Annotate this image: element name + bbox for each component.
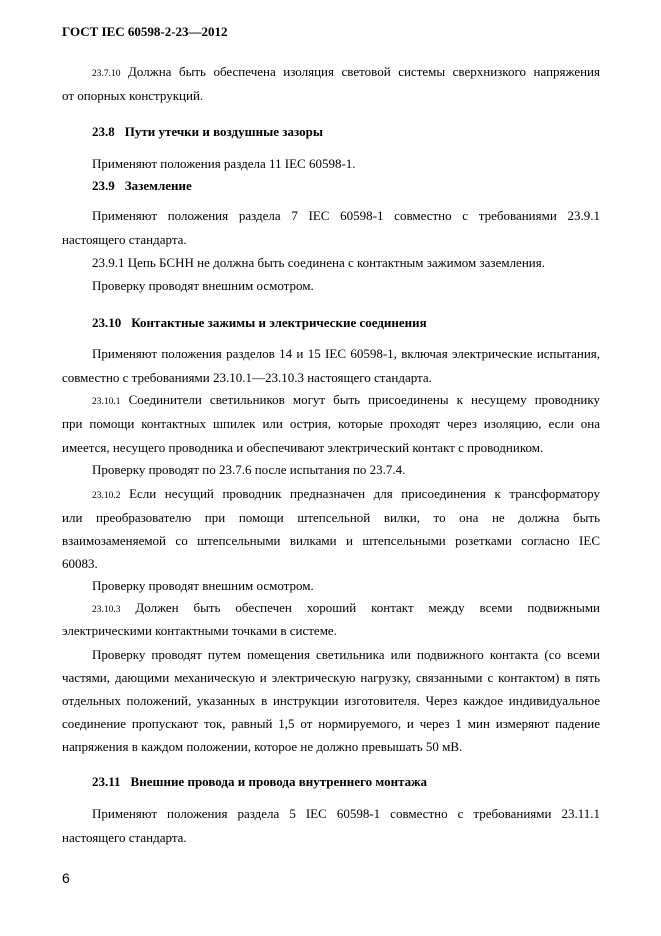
section-heading-23-9: 23.9 Заземление [92,178,192,193]
paragraph-line: Проверку проводят путем помещения светильника или подвижного контакта (со всеми [92,647,600,662]
paragraph-line: соединение пропускают ток, равный 1,5 от нормируемого, и через 1 мин измеряют падение [62,716,600,731]
paragraph-line: настоящего стандарта. [62,232,187,247]
clause-number: 23.10.2 [92,491,121,501]
paragraph-line: совместно с требованиями 23.10.1—23.10.3 настоящего стандарта. [62,370,432,385]
paragraph-line: 60083. [62,556,98,571]
paragraph-text: Проверку проводят по 23.7.6 после испытания по 23.7.4. [92,462,406,477]
paragraph-text: 23.9.1 Цепь БСНН не должна быть соединена с контактным зажимом заземления. [92,255,545,270]
paragraph-23-7-10-line-2: от опорных конструкций. [62,88,204,103]
paragraph-line: Применяют положения раздела 5 IEC 60598-1 совместно с требованиями 23.11.1 [92,806,600,821]
paragraph-text: Проверку проводят внешним осмотром. [92,278,314,293]
section-heading-23-8: 23.8 Пути утечки и воздушные зазоры [92,124,324,139]
paragraph-line: имеется, несущего проводника и обеспечивают электрический контакт с проводником. [62,440,544,455]
paragraph-line: частями, дающими механическую и электрическую нагрузку, связанными с контактом) в пять [62,670,600,685]
paragraph-23-10-1-line-1: 23.10.1 Соединители светильников могут быть присоединены к несущему проводнику [92,392,600,407]
paragraph-line: напряжения в каждом положении, которое не должно превышать 50 мВ. [62,739,463,754]
clause-number: 23.10.1 [92,397,121,407]
paragraph-text: Проверку проводят внешним осмотром. [92,578,314,593]
paragraph-line: отдельных положений, указанных в инструкции изготовителя. Через каждое индивидуальное [62,693,600,708]
page-number: 6 [62,870,70,886]
clause-number: 23.7.10 [92,69,121,79]
paragraph-line: Применяют положения разделов 14 и 15 IEC 60598-1, включая электрические испытания, [92,346,600,361]
paragraph-line: взаимозаменяемой со штепсельными вилками и штепсельными розетками согласно IEC [62,533,600,548]
paragraph-text: Применяют положения раздела 11 IEC 60598-1. [92,156,356,171]
document-header: ГОСТ IEC 60598-2-23—2012 [62,24,228,39]
paragraph-23-10-3-line-1: 23.10.3 Должен быть обеспечен хороший контакт между всеми подвижными [92,600,600,615]
paragraph-line: электрическими контактными точками в системе. [62,623,337,638]
section-heading-23-10: 23.10 Контактные зажимы и электрические соединения [92,315,427,330]
paragraph-23-7-10-line-1: 23.7.10 Должна быть обеспечена изоляция световой системы сверхнизкого напряжения [92,64,600,79]
paragraph-line: или преобразователю при помощи штепсельной вилки, то она не должна быть [62,510,600,525]
section-heading-23-11: 23.11 Внешние провода и провода внутреннего монтажа [92,774,428,789]
clause-number: 23.10.3 [92,605,121,615]
paragraph-line: настоящего стандарта. [62,830,187,845]
paragraph-line: Применяют положения раздела 7 IEC 60598-1 совместно с требованиями 23.9.1 [92,208,600,223]
paragraph-23-10-2-line-1: 23.10.2 Если несущий проводник предназначен для присоединения к трансформатору [92,486,600,501]
paragraph-line: при помощи контактных шпилек или острия, которые проходят через изоляцию, если она [62,416,600,431]
